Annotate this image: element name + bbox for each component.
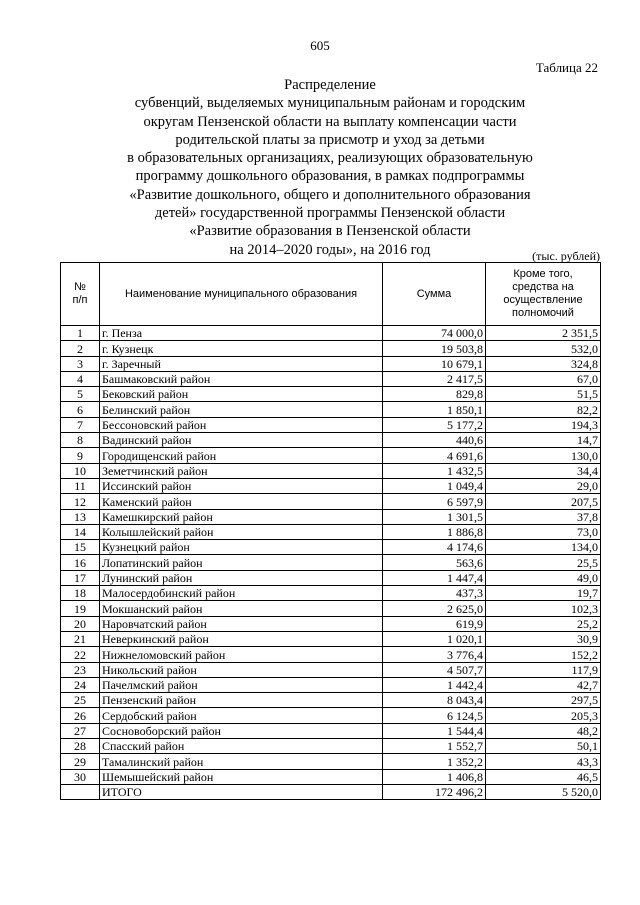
- cell-extra: 34,4: [486, 463, 601, 478]
- title-line: в образовательных организациях, реализующих образовательную: [127, 150, 533, 167]
- header-name: Наименование муниципального образования: [100, 263, 383, 326]
- cell-sum: 4 691,6: [383, 448, 486, 463]
- table-row: [61, 647, 601, 662]
- table-header-row: [61, 263, 601, 326]
- cell-name: Лунинский район: [100, 570, 383, 585]
- cell-name: г. Заречный: [100, 356, 383, 371]
- cell-extra: 82,2: [486, 402, 601, 417]
- cell-name: Спасский район: [100, 739, 383, 754]
- cell-sum: 19 503,8: [383, 341, 486, 356]
- cell-sum: 829,8: [383, 387, 486, 402]
- table-row: [61, 601, 601, 616]
- table-row: [61, 662, 601, 677]
- cell-sum: 1 552,7: [383, 739, 486, 754]
- table-row: [61, 708, 601, 723]
- table-row: [61, 417, 601, 432]
- cell-name: Земетчинский район: [100, 463, 383, 478]
- cell-number: 24: [61, 677, 100, 692]
- table-row: [61, 754, 601, 769]
- table-row: [61, 586, 601, 601]
- cell-sum: 437,3: [383, 586, 486, 601]
- cell-sum: 1 850,1: [383, 402, 486, 417]
- cell-number: 19: [61, 601, 100, 616]
- cell-extra: 205,3: [486, 708, 601, 723]
- cell-extra: 43,3: [486, 754, 601, 769]
- cell-extra: 30,9: [486, 631, 601, 646]
- cell-extra: 130,0: [486, 448, 601, 463]
- cell-sum: 6 124,5: [383, 708, 486, 723]
- table-row: [61, 402, 601, 417]
- table-row: [61, 677, 601, 692]
- units-label: (тыс. рублей): [532, 249, 600, 263]
- cell-sum: 2 417,5: [383, 371, 486, 386]
- cell-number: 16: [61, 555, 100, 570]
- header-sum: Сумма: [383, 263, 486, 326]
- cell-extra: 29,0: [486, 478, 601, 493]
- cell-extra: 25,5: [486, 555, 601, 570]
- cell-sum: 8 043,4: [383, 693, 486, 708]
- cell-sum: 619,9: [383, 616, 486, 631]
- cell-extra: 14,7: [486, 433, 601, 448]
- cell-number: 5: [61, 387, 100, 402]
- cell-name: Башмаковский район: [100, 371, 383, 386]
- cell-sum: 6 597,9: [383, 494, 486, 509]
- cell-extra: 152,2: [486, 647, 601, 662]
- cell-sum: 4 507,7: [383, 662, 486, 677]
- table-row: [61, 693, 601, 708]
- table-total-row: [61, 784, 601, 799]
- cell-number: 1: [61, 326, 100, 341]
- cell-sum: 1 352,2: [383, 754, 486, 769]
- cell-name: Вадинский район: [100, 433, 383, 448]
- table-row: [61, 570, 601, 585]
- cell-number: 9: [61, 448, 100, 463]
- table-row: [61, 478, 601, 493]
- cell-extra: 5 520,0: [486, 784, 601, 799]
- cell-extra: 67,0: [486, 371, 601, 386]
- cell-number: 26: [61, 708, 100, 723]
- cell-name: Пачелмский район: [100, 677, 383, 692]
- title-line: округам Пензенской области на выплату компенсации части: [143, 113, 517, 130]
- table-label: Таблица 22: [535, 60, 598, 75]
- header-extra: Кроме того, средства на осуществление полномочий: [486, 263, 601, 326]
- title-line: на 2014–2020 годы», на 2016 год: [229, 241, 431, 258]
- cell-number: 6: [61, 402, 100, 417]
- cell-sum: 172 496,2: [383, 784, 486, 799]
- cell-number: 30: [61, 769, 100, 784]
- cell-extra: 25,2: [486, 616, 601, 631]
- cell-name: Кузнецкий район: [100, 540, 383, 555]
- cell-name: ИТОГО: [100, 784, 383, 799]
- cell-extra: 117,9: [486, 662, 601, 677]
- table-row: [61, 387, 601, 402]
- cell-sum: 4 174,6: [383, 540, 486, 555]
- cell-sum: 10 679,1: [383, 356, 486, 371]
- cell-name: Бессоновский район: [100, 417, 383, 432]
- table-row: [61, 723, 601, 738]
- page-number: 605: [310, 38, 330, 53]
- cell-number: 27: [61, 723, 100, 738]
- cell-number: 2: [61, 341, 100, 356]
- cell-extra: 46,5: [486, 769, 601, 784]
- table-row: [61, 540, 601, 555]
- title-line: субвенций, выделяемых муниципальным районам и городским: [134, 95, 526, 112]
- cell-extra: 207,5: [486, 494, 601, 509]
- cell-extra: 37,8: [486, 509, 601, 524]
- table-row: [61, 463, 601, 478]
- cell-extra: 51,5: [486, 387, 601, 402]
- cell-extra: 49,0: [486, 570, 601, 585]
- cell-extra: 73,0: [486, 524, 601, 539]
- cell-extra: 324,8: [486, 356, 601, 371]
- cell-sum: 1 432,5: [383, 463, 486, 478]
- distribution-table: [60, 262, 601, 800]
- cell-number: [61, 784, 100, 799]
- cell-name: Пензенский район: [100, 693, 383, 708]
- cell-number: 28: [61, 739, 100, 754]
- document-title: [60, 76, 600, 259]
- title-line: родительской платы за присмотр и уход за детьми: [175, 131, 485, 148]
- cell-number: 14: [61, 524, 100, 539]
- cell-extra: 50,1: [486, 739, 601, 754]
- cell-name: Наровчатский район: [100, 616, 383, 631]
- cell-name: Сосновоборский район: [100, 723, 383, 738]
- cell-name: г. Кузнецк: [100, 341, 383, 356]
- title-line: «Развитие образования в Пензенской области: [189, 223, 471, 240]
- header-number: № п/п: [61, 263, 100, 326]
- cell-name: Сердобский район: [100, 708, 383, 723]
- cell-number: 25: [61, 693, 100, 708]
- cell-number: 17: [61, 570, 100, 585]
- table-row: [61, 341, 601, 356]
- cell-sum: 563,6: [383, 555, 486, 570]
- cell-name: Нижнеломовский район: [100, 647, 383, 662]
- cell-sum: 5 177,2: [383, 417, 486, 432]
- cell-name: г. Пенза: [100, 326, 383, 341]
- table-row: [61, 494, 601, 509]
- cell-name: Каменский район: [100, 494, 383, 509]
- cell-extra: 2 351,5: [486, 326, 601, 341]
- cell-sum: 2 625,0: [383, 601, 486, 616]
- cell-number: 18: [61, 586, 100, 601]
- cell-number: 29: [61, 754, 100, 769]
- cell-name: Тамалинский район: [100, 754, 383, 769]
- cell-sum: 1 544,4: [383, 723, 486, 738]
- cell-sum: 1 020,1: [383, 631, 486, 646]
- cell-sum: 1 406,8: [383, 769, 486, 784]
- cell-sum: 1 301,5: [383, 509, 486, 524]
- cell-extra: 297,5: [486, 693, 601, 708]
- cell-number: 13: [61, 509, 100, 524]
- title-line: «Развитие дошкольного, общего и дополнительного образования: [129, 186, 531, 203]
- cell-name: Камешкирский район: [100, 509, 383, 524]
- cell-number: 10: [61, 463, 100, 478]
- table-row: [61, 631, 601, 646]
- table-row: [61, 555, 601, 570]
- cell-number: 15: [61, 540, 100, 555]
- cell-number: 20: [61, 616, 100, 631]
- cell-number: 22: [61, 647, 100, 662]
- cell-name: Белинский район: [100, 402, 383, 417]
- cell-extra: 134,0: [486, 540, 601, 555]
- cell-sum: 74 000,0: [383, 326, 486, 341]
- cell-number: 3: [61, 356, 100, 371]
- table-row: [61, 769, 601, 784]
- cell-name: Бековский район: [100, 387, 383, 402]
- cell-number: 12: [61, 494, 100, 509]
- cell-name: Никольский район: [100, 662, 383, 677]
- table-row: [61, 326, 601, 341]
- table-row: [61, 739, 601, 754]
- table-row: [61, 616, 601, 631]
- cell-name: Малосердобинский район: [100, 586, 383, 601]
- cell-extra: 42,7: [486, 677, 601, 692]
- cell-extra: 532,0: [486, 341, 601, 356]
- cell-sum: 1 447,4: [383, 570, 486, 585]
- table-row: [61, 356, 601, 371]
- cell-name: Мокшанский район: [100, 601, 383, 616]
- cell-sum: 3 776,4: [383, 647, 486, 662]
- cell-number: 23: [61, 662, 100, 677]
- cell-name: Колышлейский район: [100, 524, 383, 539]
- cell-number: 21: [61, 631, 100, 646]
- cell-sum: 440,6: [383, 433, 486, 448]
- cell-sum: 1 049,4: [383, 478, 486, 493]
- cell-name: Шемышейский район: [100, 769, 383, 784]
- cell-number: 4: [61, 371, 100, 386]
- cell-sum: 1 442,4: [383, 677, 486, 692]
- table-row: [61, 448, 601, 463]
- cell-number: 8: [61, 433, 100, 448]
- cell-sum: 1 886,8: [383, 524, 486, 539]
- cell-extra: 194,3: [486, 417, 601, 432]
- title-line: Распределение: [284, 77, 376, 93]
- cell-name: Городищенский район: [100, 448, 383, 463]
- cell-name: Лопатинский район: [100, 555, 383, 570]
- cell-extra: 19,7: [486, 586, 601, 601]
- title-line: детей» государственной программы Пензенской области: [154, 205, 506, 222]
- cell-number: 7: [61, 417, 100, 432]
- cell-number: 11: [61, 478, 100, 493]
- cell-extra: 102,3: [486, 601, 601, 616]
- title-line: программу дошкольного образования, в рамках подпрограммы: [135, 168, 525, 185]
- table-row: [61, 433, 601, 448]
- cell-name: Иссинский район: [100, 478, 383, 493]
- table-row: [61, 524, 601, 539]
- cell-extra: 48,2: [486, 723, 601, 738]
- cell-name: Неверкинский район: [100, 631, 383, 646]
- table-row: [61, 509, 601, 524]
- table-row: [61, 371, 601, 386]
